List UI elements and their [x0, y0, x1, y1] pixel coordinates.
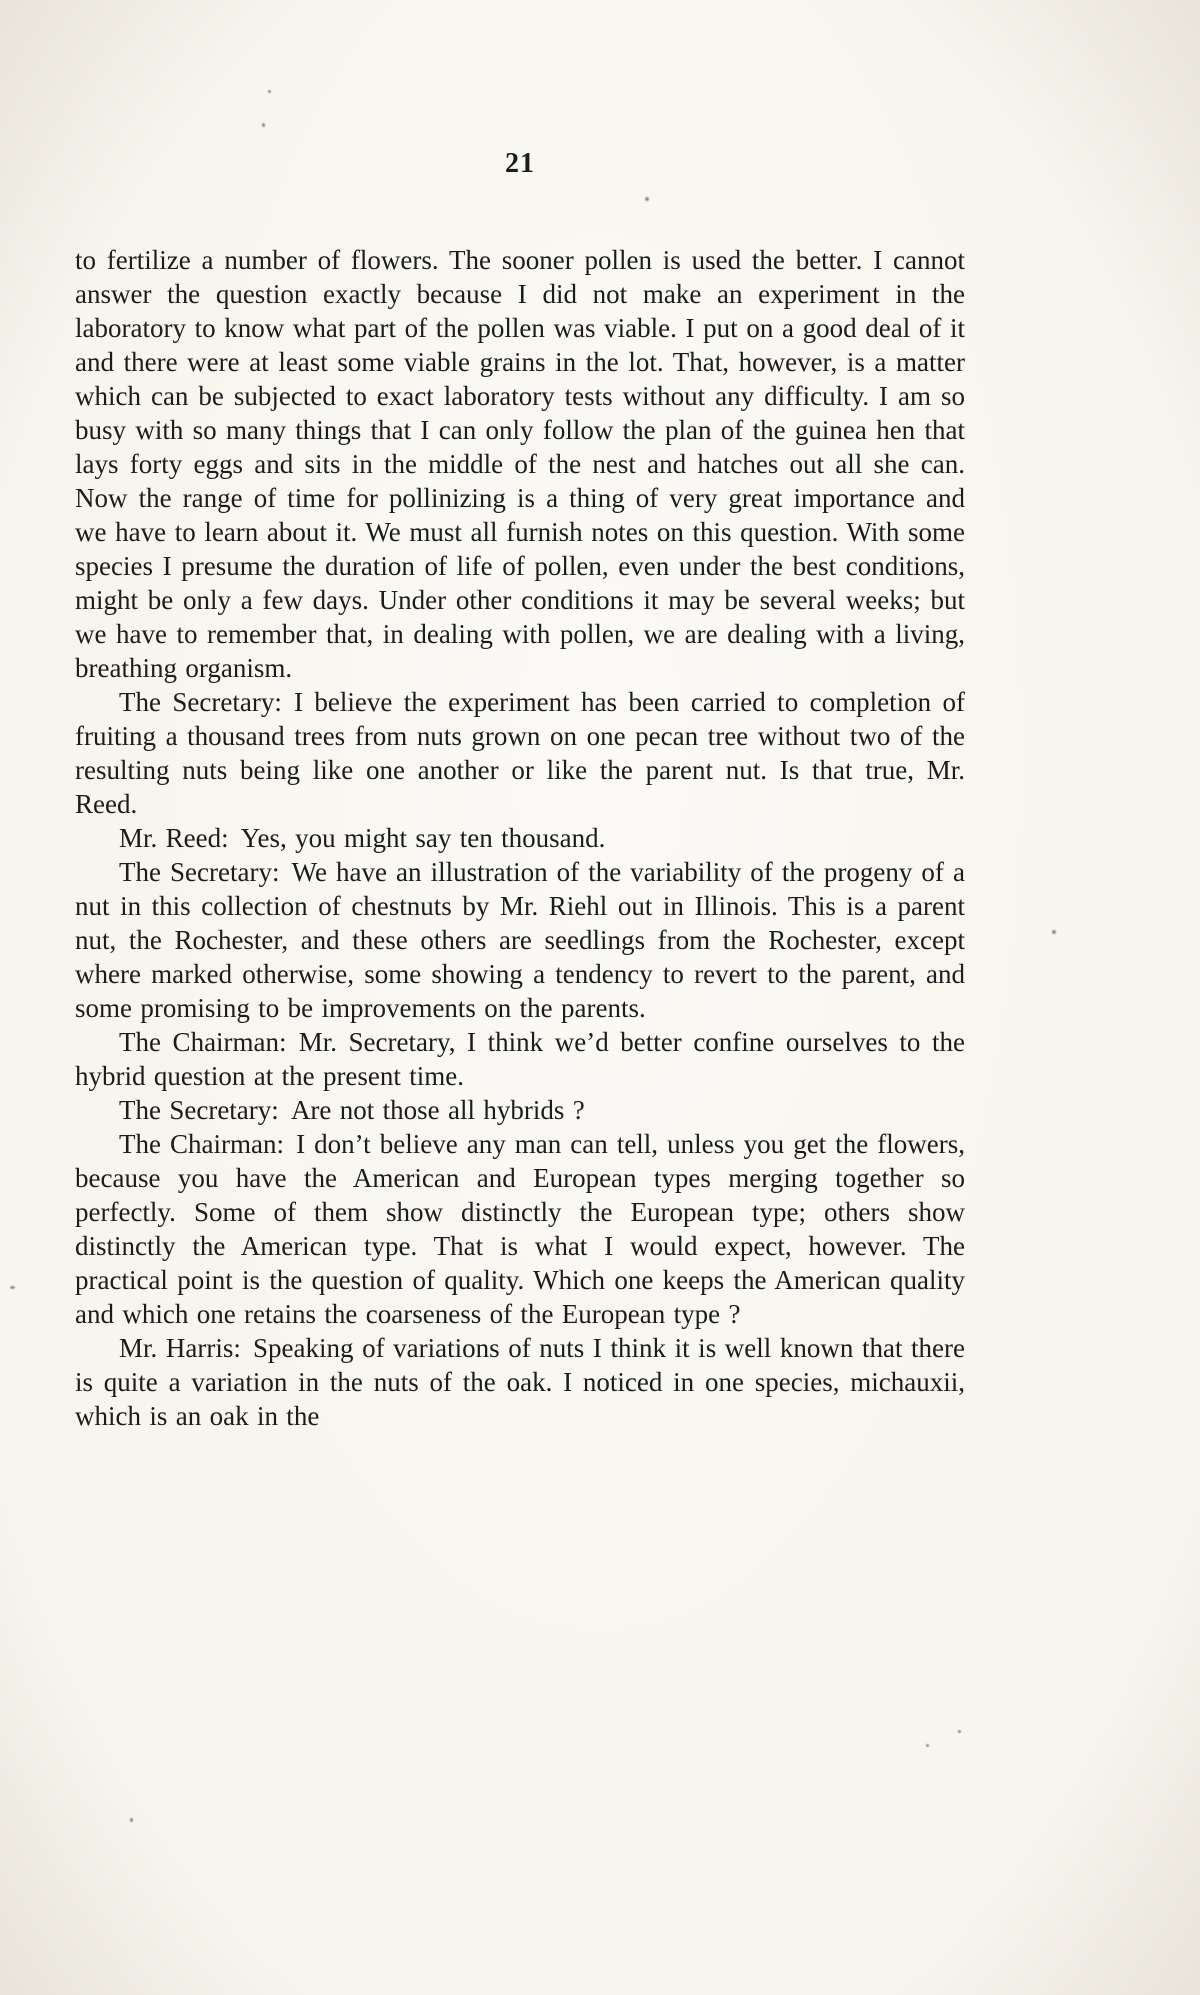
text-block [75, 243, 965, 1433]
paragraph-text: Speaking of variations of nuts I think it is well known that there is quite a variation in the nuts of the oak. I noticed in one species, michauxii, which is an oak in the [75, 1333, 966, 1431]
scan-speck [262, 123, 265, 127]
speaker-label: The Secretary: [119, 1095, 279, 1125]
scan-speck [10, 1286, 15, 1289]
scan-speck [1052, 930, 1056, 934]
paragraph [75, 855, 965, 1025]
paragraph [75, 1093, 965, 1127]
paragraph [75, 243, 965, 685]
scan-speck [645, 197, 649, 201]
paragraph-text: We have an illustration of the variability of the progeny of a nut in this collection of chestnuts by Mr. Riehl out in Illinois. This is a parent nut, the Rochester, and these others are seedlings from the Rochester, except where marked otherwise, some showing a tendency to revert to the parent, and some promising to be improvements on the parents. [75, 857, 965, 1023]
paragraph-text: I believe the experiment has been carried to completion of fruiting a thousand trees from nuts grown on one pecan tree without two of the resulting nuts being like one another or like the parent nut. Is that true, Mr. Reed. [75, 687, 965, 819]
paragraph [75, 821, 965, 855]
speaker-label: The Chairman: [119, 1129, 284, 1159]
speaker-label: The Secretary: [119, 687, 282, 717]
paragraph-text: Yes, you might say ten thousand. [240, 823, 606, 853]
paragraph-text: Are not those all hybrids ? [290, 1095, 585, 1125]
scan-speck [130, 1818, 133, 1822]
paragraph-text: to fertilize a number of flowers. The sooner pollen is used the better. I cannot answer the question exactly because I did not make an experiment in the laboratory to know what part of the pollen was viable. I put on a good deal of it and there were at least some viable grains in the lot. That, however, is a matter which can be subjected to exact laboratory tests without any difficulty. I am so busy with so many things that I can only follow the plan of the guinea hen that lays forty eggs and sits in the middle of the nest and hatches out all she can. Now the range of time for pollinizing is a thing of very great importance and we have to learn about it. We must all furnish notes on this question. With some species I presume the duration of life of pollen, even under the best conditions, might be only a few days. Under other conditions it may be several weeks; but we have to remember that, in dealing with pollen, we are dealing with a living, breathing organism. [75, 245, 965, 683]
speaker-label: The Secretary: [119, 857, 280, 887]
scan-speck [958, 1730, 961, 1733]
page-number: 21 [505, 148, 535, 179]
paragraph [75, 1127, 965, 1331]
paragraph [75, 1331, 965, 1433]
speaker-label: Mr. Reed: [119, 823, 229, 853]
speaker-label: The Chairman: [119, 1027, 287, 1057]
scan-speck [926, 1744, 929, 1747]
paragraph-text: I don’t believe any man can tell, unless you get the flowers, because you have the American and European types merging together so perfectly. Some of them show distinctly the European type; others show distinctly the American type. That is what I would expect, however. The practical point is the question of quality. Which one keeps the American quality and which one retains the coarseness of the European type ? [75, 1129, 965, 1329]
paragraph [75, 1025, 965, 1093]
speaker-label: Mr. Harris: [119, 1333, 241, 1363]
paragraph [75, 685, 965, 821]
scan-speck [268, 90, 271, 93]
paragraph-text: Mr. Secretary, I think we’d better confine ourselves to the hybrid question at the present time. [75, 1027, 966, 1091]
